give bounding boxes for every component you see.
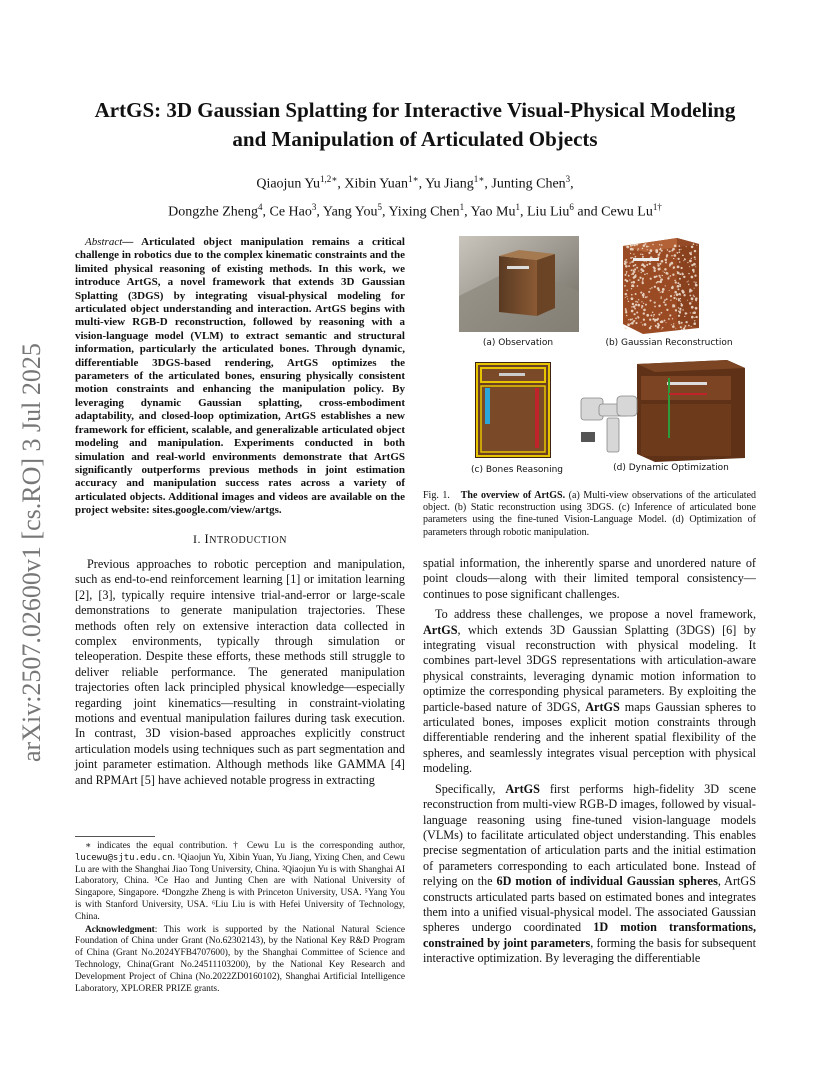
abstract-label: Abstract	[85, 236, 123, 248]
subcaption-c: (c) Bones Reasoning	[470, 465, 564, 475]
affiliation-footnote: ∗ indicates the equal contribution. † Cewu Lu is the corresponding author, lucewu@sjtu.edu.cn. ¹Qiaojun Yu, Xibin Yuan, Yu Jiang, Yixing Chen, and Cewu Lu are with the Shanghai Jiao Tong University, China. ²Qiaojun Yu is with Shanghai AI Laboratory, China. ³Ce Hao and Junting Chen are with National University of Singapore, Singapore. ⁴Dongzhe Zheng is with Princeton University, USA. ⁵Yang You is with Stanford University, USA. ⁶Liu Liu is with Hefei University of Technology, China.	[75, 841, 405, 922]
author-line-2: Dongzhe Zheng$^4$, Ce Hao$^3$, Yang You$^5$, Yixing Chen$^1$, Yao Mu$^1$, Liu Liu$^6$ and Cewu $Lu^{1\dagger}$	[168, 201, 662, 220]
author-affiliation-marker: 5	[377, 201, 382, 212]
intro-paragraph-1: Previous approaches to robotic perception and manipulation, such as end-to-end reinforcement learning [1] or imitation learning [2], [3], typically require intensive trial-and-error or large-scale demonstrations to generate manipulation trajectories. These methods often rely on extensive interaction data collected in complex environments, typically through simulation or teleoperation. Despite these efforts, these methods still struggle to deliver reliable performance. The generated manipulation trajectories often lack principled physical knowledge—especially regarding joint kinematics—resulting in constraint-violating motions and eventual manipulation failures during task execution. In contrast, 3D vision-based approaches explicitly construct articulation models using techniques such as part segmentation and joint parameter estimation. Although methods like GAMMA [4] and RPMArt [5] have achieved notable progress in extracting	[75, 556, 405, 787]
author-name: Ce Hao	[269, 204, 312, 220]
author-name: Yu Jiang	[425, 176, 474, 192]
subcaption-d: (d) Dynamic Optimization	[613, 463, 729, 473]
right-paragraph-2: Specifically, ArtGS first performs high-fidelity 3D scene reconstruction from multi-view RGB-D images, followed by visual-language reasoning using fine-tuned vision-language models (VLMs) to facilitate articulated object understanding. This enables precise segmentation of articulation parts and the initial estimation of parameters corresponding to each articulated bone. Instead of relying on the 6D motion of individual Gaussian spheres, ArtGS constructs articulated parts based on estimated bones and integrates them into a unified visual-physical model. The associated Gaussian spheres undergo coordinated 1D motion transformations, constrained by joint parameters, forming the basis for subsequent interactive optimization. By leveraging the differentiable	[423, 781, 756, 966]
right-column	[423, 556, 756, 972]
author-name: Yang You	[322, 204, 378, 220]
acknowledgment-footnote: Acknowledgment: This work is supported by the National Natural Science Foundation of China under Grant (No.62302143), by the National Key R&D Program of China (Grant No.2024YFB4707600), by the Shanghai Committee of Science and Technology, China(Grant No.24511103200), by the National Key Research and Development Project of China (No.2022ZD0160102), Shanghai Artificial Intelligence Laboratory, XPLORER PRIZE grants.	[75, 924, 405, 994]
author-affiliation-marker: 1	[459, 201, 465, 212]
title-line-1: ArtGS: 3D Gaussian Splatting for Interactive Visual-Physical Modeling	[94, 98, 736, 122]
abstract: Abstract— Articulated object manipulation remains a critical challenge in robotics due to the complex kinematic constraints and the limited physical reasoning of existing methods. In this work, we introduce ArtGS, a novel framework that extends 3D Gaussian Splatting (3DGS) by integrating visual-physical modeling for articulated object understanding and interaction. ArtGS begins with multi-view RGB-D reconstruction, followed by reasoning with a vision-language model (VLM) to extract semantic and structural information, particularly the articulated bones. Through dynamic, differentiable 3DGS-based rendering, ArtGS optimizes the parameters of the articulated bones, ensuring physically consistent motion constraints and enhancing the manipulation policy. By leveraging dynamic Gaussian splatting, cross-embodiment adaptability, and closed-loop optimization, ArtGS establishes a new framework for efficient, scalable, and generalizable articulated object modeling and manipulation. Experiments conducted in both simulation and real-world environments demonstrate that ArtGS significantly outperforms previous methods in joint estimation accuracy and manipulation success rates across a variety of articulated objects. Additional images and videos are available on the project website: sites.google.com/view/artgs.	[75, 236, 405, 517]
author-affiliation-marker: 3	[565, 174, 571, 184]
author-affiliation-marker: 1∗	[408, 174, 419, 184]
author-name: Junting Chen	[491, 176, 566, 192]
corresponding-email[interactable]: lucewu@sjtu.edu.cn	[75, 852, 173, 863]
section-heading-introduction: I. INTRODUCTION	[193, 531, 287, 546]
observation-image	[459, 236, 579, 332]
author-name: Yixing Chen	[388, 204, 460, 220]
author-name: Yao Mu	[470, 204, 516, 220]
arxiv-stamp-text: arXiv:2507.02600v1 [cs.RO] 3 Jul 2025	[17, 343, 46, 762]
author-name: Xibin Yuan	[344, 176, 409, 192]
author-affiliation-marker: 4	[257, 201, 263, 212]
footnote-rule	[75, 836, 155, 837]
subcaption-b: (b) Gaussian Reconstruction	[605, 338, 733, 348]
dynamic-optimization-image	[577, 358, 747, 462]
bones-reasoning-image	[475, 362, 551, 458]
author-name: Dongzhe Zheng	[168, 204, 258, 220]
arxiv-stamp	[8, 232, 52, 772]
author-affiliation-marker: 1∗	[473, 174, 485, 184]
author-affiliation-marker: 1†	[652, 201, 662, 212]
footnotes	[75, 836, 405, 996]
author-affiliation-marker: 1,2∗	[319, 174, 338, 184]
author-name: Cewu Lu	[601, 204, 653, 220]
author-list	[60, 168, 770, 223]
title-line-2: and Manipulation of Articulated Objects	[232, 127, 598, 151]
abstract-text: Articulated object manipulation remains a critical challenge in robotics due to the complex kinematic constraints and the limited physical reasoning of existing methods. In this work, we introduce ArtGS, a novel framework that extends 3D Gaussian Splatting (3DGS) by integrating visual-physical modeling for articulated object understanding and interaction. ArtGS begins with multi-view RGB-D reconstruction, followed by reasoning with a vision-language model (VLM) to extract semantic and structural information, particularly the articulated bones. Through dynamic, differentiable 3DGS-based rendering, ArtGS optimizes the parameters of the articulated bones, ensuring physically consistent motion constraints and enhancing the manipulation policy. By leveraging dynamic Gaussian splatting, cross-embodiment adaptability, and closed-loop optimization, ArtGS establishes a new framework for efficient, scalable, and generalizable articulated object modeling and manipulation. Experiments conducted in both simulation and real-world environments demonstrate that ArtGS significantly outperforms previous methods in joint estimation accuracy and manipulation success rates across a variety of articulated objects. Additional images and videos are available on the project website: sites.google.com/view/artgs.	[75, 236, 405, 517]
figure-1-caption: Fig. 1. The overview of ArtGS. (a) Multi-view observations of the articulated object. (b) Static reconstruction using 3DGS. (c) Inference of articulated bone parameters using the fine-tuned Vision-Language Model. (d) Optimization of parameters through robotic manipulation.	[423, 490, 757, 538]
author-line-1: Qiaojun $Yu^{1,2∗}$, Xibin Yuan$^{1∗}$, Yu Jiang$^{1∗}$, Junting Chen$^3$,	[256, 174, 574, 192]
author-name: Qiaojun Yu	[256, 176, 320, 192]
gaussian-reconstruction-image	[615, 232, 705, 336]
right-paragraph-0: spatial information, the inherently sparse and unordered nature of point clouds—along with their limited temporal consistency—continues to pose significant challenges.	[423, 556, 756, 601]
author-affiliation-marker: 6	[569, 201, 574, 212]
subcaption-a: (a) Observation	[482, 338, 554, 348]
author-affiliation-marker: 1	[515, 201, 520, 212]
paper-title	[60, 96, 770, 154]
left-column	[75, 236, 405, 788]
author-affiliation-marker: 3	[311, 201, 317, 212]
right-paragraph-1: To address these challenges, we propose a novel framework, ArtGS, which extends 3D Gaussian Splatting (3DGS) [6] by integrating visual reconstruction with physical modeling. It combines part-level 3DGS representations with articulation-aware physical constraints, leveraging dynamic motion information to optimize the corresponding physical parameters. By exploiting the particle-based nature of 3DGS, ArtGS maps Gaussian spheres to articulated bones, imposes explicit motion constraints through differentiable rendering and the inherent spatial flexibility of the spheres, and seamlessly integrates visual perception with physical modeling.	[423, 607, 756, 776]
author-name: Liu Liu	[527, 204, 570, 220]
